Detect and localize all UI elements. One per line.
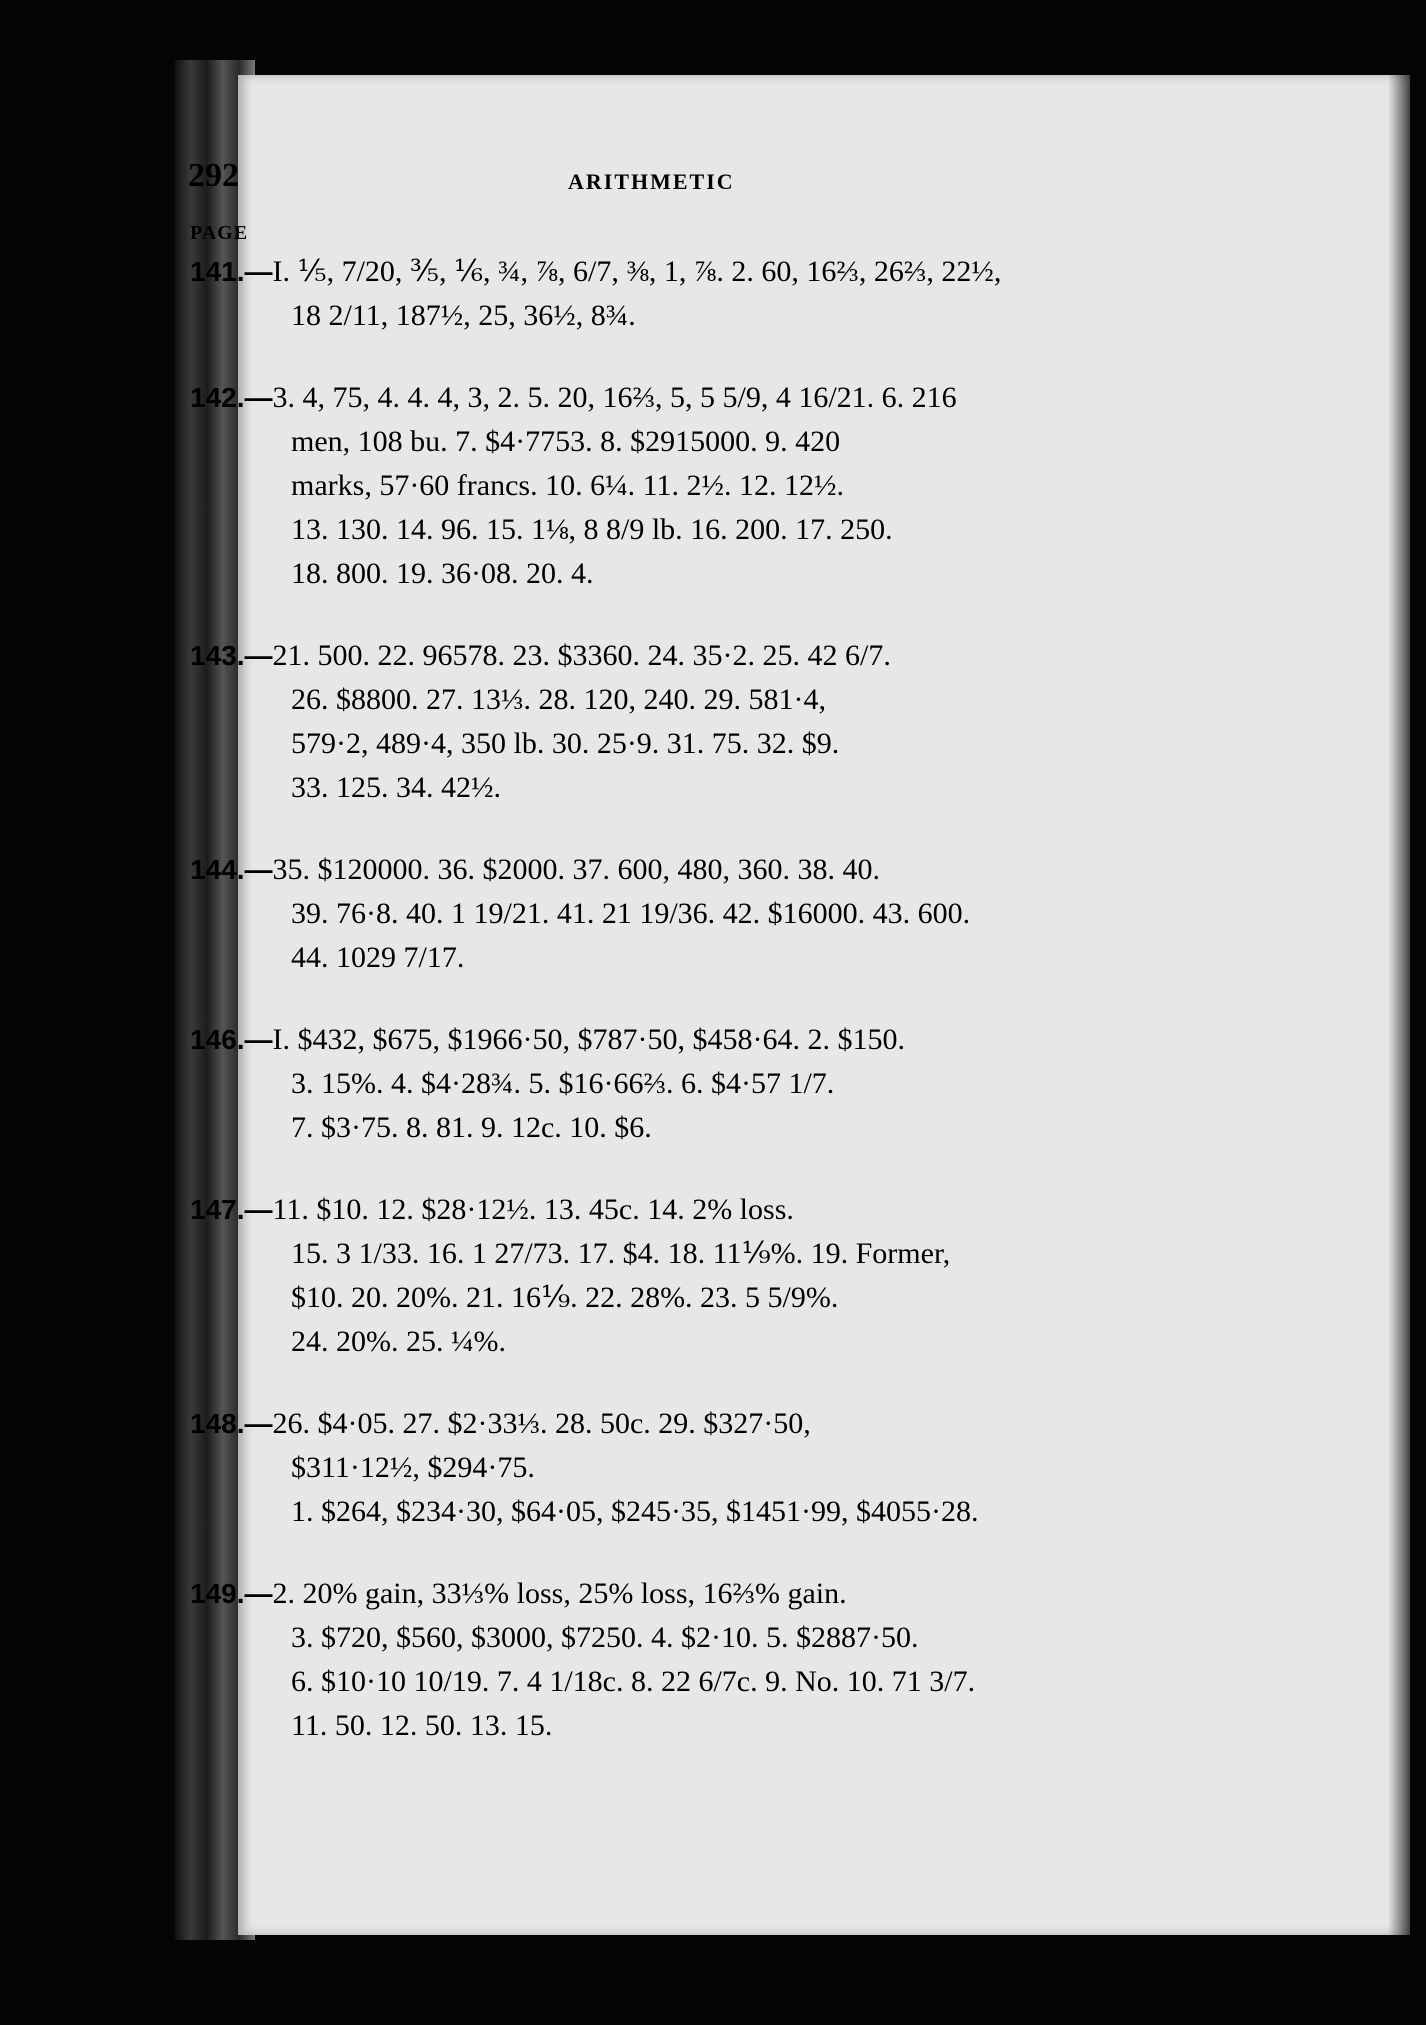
page-reference: 142.— (190, 382, 273, 413)
answer-text: 26. $4·05. 27. $2·33⅓. 28. 50c. 29. $327·50, (272, 1407, 811, 1440)
page-reference: 147.— (190, 1194, 273, 1225)
answers-list (190, 250, 1130, 1786)
page-reference: 149.— (190, 1578, 273, 1609)
page-reference: 143.— (190, 640, 273, 671)
answer-text: I. $432, $675, $1966·50, $787·50, $458·64. 2. $150. (272, 1023, 905, 1056)
answer-line (190, 294, 1130, 338)
answer-text: 18 2/11, 187½, 25, 36½, 8¾. (291, 299, 636, 332)
answer-text: 26. $8800. 27. 13⅓. 28. 120, 240. 29. 581·4, (291, 683, 826, 716)
answer-text: 35. $120000. 36. $2000. 37. 600, 480, 360. 38. 40. (272, 853, 880, 886)
answer-text: 33. 125. 34. 42½. (291, 771, 501, 804)
answer-line (190, 1188, 1130, 1232)
answer-text: 2. 20% gain, 33⅓% loss, 25% loss, 16⅔% gain. (272, 1577, 847, 1610)
answer-line (190, 766, 1130, 810)
page-column-label: PAGE (190, 222, 249, 244)
answer-line (190, 376, 1130, 420)
answer-line (190, 1446, 1130, 1490)
answer-entry (190, 1188, 1130, 1364)
answer-line (190, 1232, 1130, 1276)
answer-text: 11. 50. 12. 50. 13. 15. (291, 1709, 553, 1742)
answer-line (190, 678, 1130, 722)
answer-line (190, 1402, 1130, 1446)
answer-line (190, 1616, 1130, 1660)
answer-line (190, 1704, 1130, 1748)
answer-line (190, 464, 1130, 508)
answer-text: 21. 500. 22. 96578. 23. $3360. 24. 35·2. 25. 42 6/7. (272, 639, 891, 672)
page-number: 292 (188, 157, 239, 194)
answer-line (190, 552, 1130, 596)
answer-text: 15. 3 1/33. 16. 1 27/73. 17. $4. 18. 11⅑%. 19. Former, (291, 1237, 951, 1270)
answer-line (190, 508, 1130, 552)
answer-text: 11. $10. 12. $28·12½. 13. 45c. 14. 2% loss. (272, 1193, 794, 1226)
running-head: ARITHMETIC (568, 169, 735, 194)
answer-line (190, 1572, 1130, 1616)
answer-line (190, 1320, 1130, 1364)
answer-text: marks, 57·60 francs. 10. 6¼. 11. 2½. 12. 12½. (291, 469, 844, 502)
answer-line (190, 892, 1130, 936)
answer-text: 44. 1029 7/17. (291, 941, 465, 974)
answer-text: 579·2, 489·4, 350 lb. 30. 25·9. 31. 75. 32. $9. (291, 727, 840, 760)
answer-text: 24. 20%. 25. ¼%. (291, 1325, 506, 1358)
answer-line (190, 420, 1130, 464)
answer-text: 3. 4, 75, 4. 4. 4, 3, 2. 5. 20, 16⅔, 5, 5 5/9, 4 16/21. 6. 216 (272, 381, 957, 414)
answer-text: 3. $720, $560, $3000, $7250. 4. $2·10. 5. $2887·50. (291, 1621, 919, 1654)
answer-entry (190, 1018, 1130, 1150)
answer-line (190, 1660, 1130, 1704)
answer-line (190, 1018, 1130, 1062)
answer-entry (190, 376, 1130, 596)
page-reference: 148.— (190, 1408, 273, 1439)
answer-text: $10. 20. 20%. 21. 16⅑. 22. 28%. 23. 5 5/9%. (291, 1281, 839, 1314)
answer-entry (190, 634, 1130, 810)
answer-text: 6. $10·10 10/19. 7. 4 1/18c. 8. 22 6/7c. 9. No. 10. 71 3/7. (291, 1665, 976, 1698)
page-reference: 144.— (190, 854, 273, 885)
answer-line (190, 936, 1130, 980)
answer-line (190, 1490, 1130, 1534)
answer-text: 39. 76·8. 40. 1 19/21. 41. 21 19/36. 42. $16000. 43. 600. (291, 897, 971, 930)
answer-text: 3. 15%. 4. $4·28¾. 5. $16·66⅔. 6. $4·57 1/7. (291, 1067, 835, 1100)
answer-entry (190, 1402, 1130, 1534)
answer-line (190, 1276, 1130, 1320)
answer-line (190, 634, 1130, 678)
answer-line (190, 1106, 1130, 1150)
answer-text: 1. $264, $234·30, $64·05, $245·35, $1451·99, $4055·28. (291, 1495, 979, 1528)
page-header (188, 157, 1128, 207)
page-reference: 146.— (190, 1024, 273, 1055)
answer-entry (190, 1572, 1130, 1748)
answer-line (190, 722, 1130, 766)
answer-line (190, 250, 1130, 294)
answer-text: I. ⅕, 7/20, ⅗, ⅙, ¾, ⅞, 6/7, ⅜, 1, ⅞. 2. 60, 16⅔, 26⅔, 22½, (272, 255, 1002, 288)
page-reference: 141.— (190, 256, 273, 287)
answer-text: 13. 130. 14. 96. 15. 1⅛, 8 8/9 lb. 16. 200. 17. 250. (291, 513, 893, 546)
answer-text: $311·12½, $294·75. (291, 1451, 535, 1484)
answer-text: 7. $3·75. 8. 81. 9. 12c. 10. $6. (291, 1111, 652, 1144)
answer-line (190, 848, 1130, 892)
page-gutter-shadow (1388, 75, 1410, 1935)
answer-entry (190, 250, 1130, 338)
answer-text: men, 108 bu. 7. $4·7753. 8. $2915000. 9. 420 (291, 425, 841, 458)
answer-entry (190, 848, 1130, 980)
answer-text: 18. 800. 19. 36·08. 20. 4. (291, 557, 594, 590)
answer-line (190, 1062, 1130, 1106)
